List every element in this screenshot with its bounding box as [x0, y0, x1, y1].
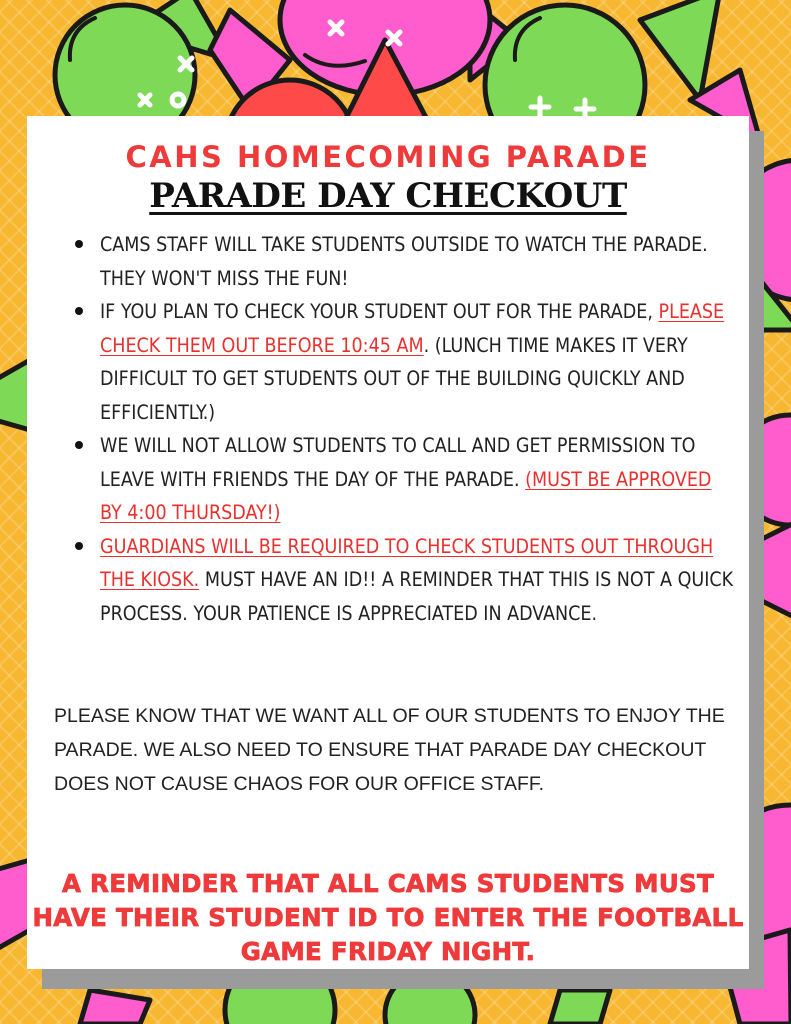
rule-text: IF YOU PLAN TO CHECK YOUR STUDENT OUT FOR THE PARADE, — [100, 300, 659, 323]
flyer-subtitle — [27, 176, 749, 216]
list-item — [75, 530, 735, 631]
rule-highlight: (MUST BE APPROVED BY 4:00 THURSDAY!) — [100, 467, 712, 524]
rule-text: MUST HAVE AN ID!! A REMINDER THAT THIS IS NOT A QUICK PROCESS. YOUR PATIENCE IS APPRECIATED IN ADVANCE. — [100, 568, 734, 625]
list-item — [75, 429, 735, 530]
rule-text: WE WILL NOT ALLOW STUDENTS TO CALL AND GET PERMISSION TO LEAVE WITH FRIENDS THE DAY OF THE PARADE. — [100, 434, 696, 491]
checkout-rules-list — [75, 228, 735, 630]
rule-highlight: PLEASE CHECK THEM OUT BEFORE 10:45 AM — [100, 300, 725, 357]
rule-text: . (LUNCH TIME MAKES IT VERY DIFFICULT TO GET STUDENTS OUT OF THE BUILDING QUICKLY AND EFFICIENTLY.) — [100, 333, 688, 424]
flyer-subtitle-text: PARADE DAY CHECKOUT — [149, 176, 627, 216]
list-item — [75, 228, 735, 295]
rule-text: CAMS STAFF WILL TAKE STUDENTS OUTSIDE TO WATCH THE PARADE. THEY WON'T MISS THE FUN! — [100, 233, 708, 290]
list-item — [75, 295, 735, 429]
flyer-card — [27, 116, 749, 969]
id-reminder: A REMINDER THAT ALL CAMS STUDENTS MUST HAVE THEIR STUDENT ID TO ENTER THE FOOTBALL GAME FRIDAY NIGHT. — [32, 869, 744, 966]
rule-highlight: GUARDIANS WILL BE REQUIRED TO CHECK STUDENTS OUT THROUGH THE KIOSK. — [100, 534, 714, 591]
flyer-heading: CAHS HOMECOMING PARADE — [125, 140, 651, 174]
closing-note: PLEASE KNOW THAT WE WANT ALL OF OUR STUDENTS TO ENJOY THE PARADE. WE ALSO NEED TO ENSURE THAT PARADE DAY CHECKOUT DOES NOT CAUSE CHAOS FOR OUR OFFICE STAFF. — [54, 705, 725, 795]
